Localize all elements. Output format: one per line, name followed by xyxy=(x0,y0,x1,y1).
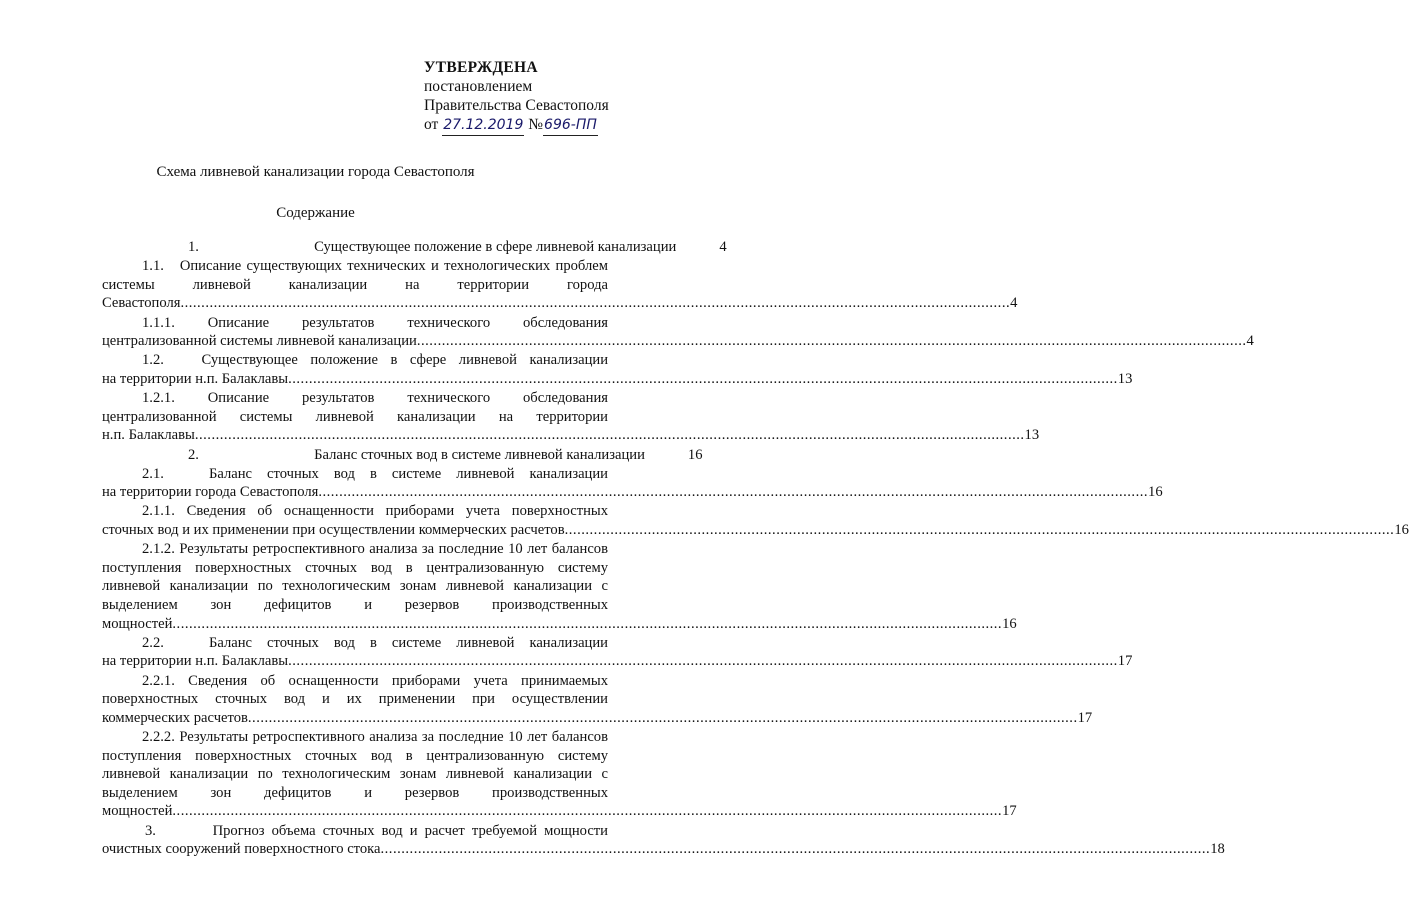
toc-entry xyxy=(102,238,727,257)
date-prefix: от xyxy=(424,116,439,133)
toc-leader-dots: ........................................................................................................................................................................................................ xyxy=(180,295,1011,312)
handwritten-date: 27.12.2019 xyxy=(442,116,524,136)
toc-entry-number: 2. xyxy=(188,446,199,463)
toc-entry xyxy=(102,351,1133,388)
toc-entry-text-end: Баланс сточных вод в системе ливневой канализации xyxy=(314,446,645,463)
toc-page-number: 4 xyxy=(1010,295,1018,312)
toc-entry xyxy=(102,257,1018,313)
toc-entry-text-end: Существующее положение в сфере ливневой канализации xyxy=(314,239,677,255)
toc-entry-text: Баланс сточных вод в системе ливневой канализации xyxy=(208,465,608,482)
toc-entry-text-end: мощностей xyxy=(102,803,173,820)
toc-leader-dots: ........................................................................................................................................................................................................ xyxy=(416,333,1247,350)
toc-page-number: 13 xyxy=(1024,427,1040,444)
approval-title: УТВЕРЖДЕНА xyxy=(424,59,538,76)
toc-entry-text: Описание существующих технических и технологических проблем системы ливневой канализации на территории города xyxy=(102,258,608,293)
toc-entry xyxy=(102,502,1409,539)
toc-entry-text-end: на территории н.п. Балаклавы xyxy=(102,370,289,387)
toc-entry xyxy=(102,314,1254,351)
toc-entry xyxy=(102,672,1093,728)
toc-page-number: 17 xyxy=(1077,709,1093,726)
toc-entry-number: 2.1.2. xyxy=(142,541,175,558)
toc-entry-number: 2.1. xyxy=(142,465,164,482)
toc-entry-number: 2.2.1. xyxy=(142,672,175,689)
number-prefix: № xyxy=(528,116,544,133)
toc-leader-dots: ........................................................................................................................................................................................................ xyxy=(172,803,1003,820)
handwritten-number: 696-ПП xyxy=(543,116,598,136)
toc-entry-number: 1.1.1. xyxy=(142,314,175,331)
toc-page-number: 13 xyxy=(1117,370,1133,387)
toc-page-number: 4 xyxy=(1246,333,1254,350)
table-of-contents xyxy=(102,238,1409,859)
toc-page-number: 16 xyxy=(687,446,703,463)
toc-page-number: 17 xyxy=(1002,803,1017,820)
toc-entry xyxy=(102,822,1225,859)
toc-entry-text-end: Севастополя xyxy=(102,295,181,312)
toc-leader-dots: ........................................................................................................................................................................................................ xyxy=(194,427,1025,444)
toc-entry-number: 1.2. xyxy=(142,352,164,369)
toc-entry-text: Существующее положение в сфере ливневой канализации xyxy=(201,352,609,369)
toc-entry-text: Результаты ретроспективного анализа за последние 10 лет балансов поступления поверхностных сточных вод в централизованную систему ливневой канализации по технологическим зонам ливневой канализации с выделением зон дефицитов и резервов производственных xyxy=(102,541,608,614)
toc-entry-text-end: на территории города Севастополя xyxy=(102,484,319,501)
toc-entry-number: 1. xyxy=(188,239,199,255)
toc-entry-text-end: очистных сооружений поверхностного стока xyxy=(102,841,381,858)
toc-entry-number: 3. xyxy=(145,822,156,839)
toc-entry-text: Результаты ретроспективного анализа за последние 10 лет балансов поступления поверхностных сточных вод в централизованную систему ливневой канализации по технологическим зонам ливневой канализации с выделением зон дефицитов и резервов производственных xyxy=(102,728,608,801)
toc-entry xyxy=(102,465,1163,502)
toc-leader-dots: ........................................................................................................................................................................................................ xyxy=(288,653,1118,670)
toc-entry-text-end: централизованной системы ливневой канализации xyxy=(102,333,417,350)
toc-entry-number: 2.2. xyxy=(142,634,164,651)
toc-page-number: 4 xyxy=(719,239,727,255)
toc-page-number: 16 xyxy=(1002,615,1017,632)
toc-entry-text-end: коммерческих расчетов xyxy=(102,709,248,726)
approval-line-resolution: постановлением xyxy=(424,78,533,95)
toc-leader-dots: ........................................................................................................................................................................................................ xyxy=(288,370,1118,387)
toc-entry-number: 2.1.1. xyxy=(142,503,175,520)
toc-entry-text-end: мощностей xyxy=(102,615,173,632)
toc-leader-dots: ........................................................................................................................................................................................................ xyxy=(380,841,1211,858)
approval-line-government: Правительства Севастополя xyxy=(424,97,609,114)
toc-entry-text-end: н.п. Балаклавы xyxy=(102,427,195,444)
toc-entry xyxy=(102,728,1017,821)
toc-page-number: 16 xyxy=(1394,522,1409,539)
toc-entry-number: 2.2.2. xyxy=(142,728,175,745)
toc-leader-dots: ........................................................................................................................................................................................................ xyxy=(564,522,1395,539)
toc-entry-text-end: сточных вод и их применении при осуществлении коммерческих расчетов xyxy=(102,522,565,539)
toc-entry-text: Баланс сточных вод в системе ливневой канализации xyxy=(208,634,608,651)
toc-page-number: 17 xyxy=(1117,653,1133,670)
toc-entry xyxy=(102,540,1017,633)
toc-entry-text: Сведения об оснащенности приборами учета принимаемых поверхностных сточных вод и их применении при осуществлении xyxy=(102,672,608,708)
toc-leader-dots: ........................................................................................................................................................................................................ xyxy=(318,484,1149,501)
toc-entry xyxy=(102,634,1133,671)
toc-entry xyxy=(102,446,703,465)
toc-entry xyxy=(102,389,1040,445)
toc-entry-text: Описание результатов технического обследования централизованной системы ливневой канализации на территории xyxy=(102,390,608,425)
toc-entry-text: Описание результатов технического обследования xyxy=(207,314,608,331)
toc-entry-number: 1.1. xyxy=(142,258,164,275)
toc-page-number: 18 xyxy=(1210,841,1225,858)
toc-leader-dots: ........................................................................................................................................................................................................ xyxy=(247,709,1078,726)
toc-entry-text-end: на территории н.п. Балаклавы xyxy=(102,653,289,670)
toc-leader-dots: ........................................................................................................................................................................................................ xyxy=(172,615,1003,632)
toc-entry-text: Сведения об оснащенности приборами учета поверхностных xyxy=(186,503,608,520)
toc-entry-number: 1.2.1. xyxy=(142,390,175,407)
toc-page-number: 16 xyxy=(1148,484,1163,501)
toc-entry-text: Прогноз объема сточных вод и расчет требуемой мощности xyxy=(212,822,608,839)
approval-stamp xyxy=(424,58,609,136)
document-title: Схема ливневой канализации города Севастополя xyxy=(156,164,475,180)
contents-heading: Содержание xyxy=(276,205,355,221)
approval-date-line xyxy=(424,115,609,136)
